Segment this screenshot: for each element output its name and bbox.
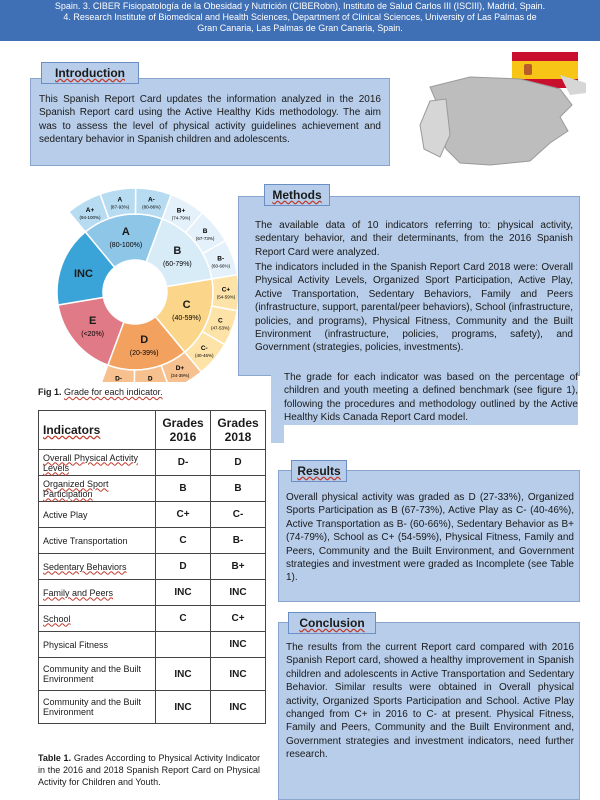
results-text: Overall physical activity was graded as D (27-33%), Organized Sports Participation as B (67-73%), Active Play as C- (40-46%), Active Transportation as B- (60-66%), Sedentary Behavior as B+ (74-79%), School as C+ (54-59%), Physical Fitness, Family and Peers, Community and the Built Environment, and Government strategies and investment were graded as Incomplete (see Table 1). <box>286 492 574 584</box>
grades-table <box>38 410 266 724</box>
introduction-title: Introduction <box>41 62 139 84</box>
grade-2018: INC <box>211 658 266 691</box>
wheel-inner-grade: D <box>140 334 149 347</box>
wheel-outer-range: (87-93%) <box>110 204 130 210</box>
table-row <box>39 691 266 724</box>
affiliation-line-1: Spain. 3. CIBER Fisiopatología de la Obesidad y Nutrición (CIBERobn), Instituto de Salud Carlos III (ISCIII), Madrid, Spain. <box>54 1 546 11</box>
affiliation-line-3: Gran Canaria, Las Palmas de Gran Canaria, Spain. <box>197 23 403 33</box>
grade-2016: B <box>156 476 211 502</box>
grade-2018: D <box>211 450 266 476</box>
grade-2018: B- <box>211 528 266 554</box>
indicator-name: Community and the Built Environment <box>39 691 156 724</box>
table-row <box>39 606 266 632</box>
introduction-text: This Spanish Report Card updates the information analyzed in the 2016 Spanish Report card using the Active Healthy Kids methodology. The aim was to assess the level of physical activity guidelines achievement and sedentary behavior in Spanish children and adolescents. <box>39 94 381 146</box>
methods-panel <box>238 196 580 376</box>
grade-2018: INC <box>211 632 266 658</box>
spain-map-icon <box>410 65 590 175</box>
conclusion-panel <box>278 622 580 800</box>
wheel-outer-grade: B <box>202 227 208 235</box>
table-row <box>39 528 266 554</box>
methods-text-1: The available data of 10 indicators referring to: physical activity, sedentary behavior, and their determinants, from the 2016 Spanish Report Card were analyzed. <box>255 220 573 258</box>
wheel-outer-range: (60-66%) <box>211 263 230 269</box>
wheel-outer-grade: B- <box>217 255 225 263</box>
wheel-inner-range: (20-39%) <box>129 350 159 358</box>
table-row <box>39 476 266 502</box>
wheel-inner-grade: A <box>121 225 130 238</box>
grade-2016: C+ <box>156 502 211 528</box>
wheel-inner-grade: INC <box>73 267 93 280</box>
indicator-name: Active Transportation <box>39 528 156 554</box>
wheel-outer-grade: C- <box>200 344 208 352</box>
methods-panel-tail <box>271 371 284 443</box>
grade-2018: INC <box>211 691 266 724</box>
figure-caption <box>38 386 258 398</box>
grade-wheel-figure <box>30 182 240 382</box>
introduction-panel <box>30 78 390 166</box>
table-caption <box>38 752 260 788</box>
grade-2016: INC <box>156 580 211 606</box>
grade-2018: C+ <box>211 606 266 632</box>
affiliations-header <box>0 0 600 41</box>
wheel-inner-range: (40-59%) <box>172 315 201 323</box>
conclusion-text: The results from the current Report card compared with 2016 Spanish Report card, showed a healthy improvement in Spanish children and adolescents in Active Transportation and Sedentary Behavior. Similar results were obtained in Overall physical activity, Organized Sports Participation and School. Active Play changed from C+ in 2016 to C- at present. Physical Fitness, Family and Peers, Community and the Built Environment and, Government strategies and investment indicators, need further research. <box>286 642 574 761</box>
figure-caption-text: Grade for each indicator. <box>64 387 163 397</box>
wheel-outer-grade: A- <box>147 196 155 204</box>
grade-2016: D <box>156 554 211 580</box>
methods-title: Methods <box>264 184 330 206</box>
wheel-outer-range: (34-39%) <box>170 373 190 379</box>
wheel-inner-range: (<20%) <box>81 331 105 339</box>
wheel-inner-grade: C <box>182 299 191 312</box>
figure-caption-label: Fig 1. <box>38 387 62 397</box>
table-caption-label: Table 1. <box>38 753 72 763</box>
wheel-outer-grade: A <box>117 196 123 204</box>
wheel-outer-range: (47-53%) <box>211 325 230 331</box>
wheel-outer-range: (94-100%) <box>79 214 101 220</box>
table-row <box>39 554 266 580</box>
grade-2016: D- <box>156 450 211 476</box>
indicator-name: Organized Sport Participation <box>39 476 156 502</box>
indicator-name: Community and the Built Environment <box>39 658 156 691</box>
wheel-outer-range: (54-59%) <box>216 294 236 300</box>
wheel-outer-grade: C <box>217 317 223 325</box>
table-row <box>39 658 266 691</box>
grades-2018-header: Grades 2018 <box>211 411 266 450</box>
wheel-outer-grade: D <box>147 375 153 382</box>
wheel-outer-grade: B+ <box>176 207 186 215</box>
indicator-name: Sedentary Behaviors <box>39 554 156 580</box>
wheel-outer-grade: D+ <box>175 365 185 373</box>
wheel-outer-range: (74-79%) <box>171 215 191 221</box>
table-row <box>39 502 266 528</box>
methods-text-3: The grade for each indicator was based on the percentage of children and youth meeting a defined benchmark (see figure 1), following the procedures and methodology outlined by the Active Healthy Kids Canada Report Card model. <box>284 372 578 424</box>
wheel-inner-grade: B <box>173 244 182 257</box>
wheel-outer-range: (67-73%) <box>195 235 215 241</box>
results-panel <box>278 470 580 602</box>
indicator-name: Physical Fitness <box>39 632 156 658</box>
grade-2018: B+ <box>211 554 266 580</box>
grade-2018: INC <box>211 580 266 606</box>
wheel-inner-range: (80-100%) <box>109 241 143 249</box>
indicator-name: School <box>39 606 156 632</box>
grade-2016: C <box>156 606 211 632</box>
table-row <box>39 450 266 476</box>
grade-2018: B <box>211 476 266 502</box>
conclusion-title: Conclusion <box>288 612 376 634</box>
grade-2018: C- <box>211 502 266 528</box>
indicator-name: Active Play <box>39 502 156 528</box>
wheel-outer-range: (80-86%) <box>142 204 161 210</box>
table-row <box>39 580 266 606</box>
methods-text-2: The indicators included in the Spanish Report Card 2018 were: Overall Physical Activity Levels, Organized Sport Participation, Active Play, Active Transportation, Sedentary Behaviors, Family and Peers (infrastructure, support, parental/peer behaviors), School (infrastructure, policies, and programs), Physical Fitness, Community and the Built Environment (infrastructure, policies, programs, safety), and Government (strategies, policies, investments). <box>255 262 573 354</box>
affiliation-line-2: 4. Research Institute of Biomedical and Health Sciences, Department of Clinical Sciences, University of Las Palmas de <box>63 12 537 22</box>
results-title: Results <box>291 460 347 482</box>
grade-2016: INC <box>156 658 211 691</box>
grade-2016 <box>156 632 211 658</box>
indicator-name: Family and Peers <box>39 580 156 606</box>
grades-2016-header: Grades 2016 <box>156 411 211 450</box>
wheel-outer-grade: A+ <box>85 206 95 214</box>
wheel-outer-range: (40-46%) <box>195 352 214 358</box>
wheel-inner-range: (60-79%) <box>162 260 192 268</box>
wheel-inner-grade: E <box>88 315 97 328</box>
table-header-row <box>39 411 266 450</box>
indicators-header: Indicators <box>39 411 156 450</box>
table-row <box>39 632 266 658</box>
indicator-name: Overall Physical Activity Levels <box>39 450 156 476</box>
grade-2016: C <box>156 528 211 554</box>
wheel-outer-grade: D- <box>115 375 123 382</box>
wheel-outer-grade: C+ <box>221 286 231 294</box>
table-caption-text: Grades According to Physical Activity Indicator in the 2016 and 2018 Spanish Report Card on Physical Activity for Children and Youth. <box>38 753 260 787</box>
grade-2016: INC <box>156 691 211 724</box>
